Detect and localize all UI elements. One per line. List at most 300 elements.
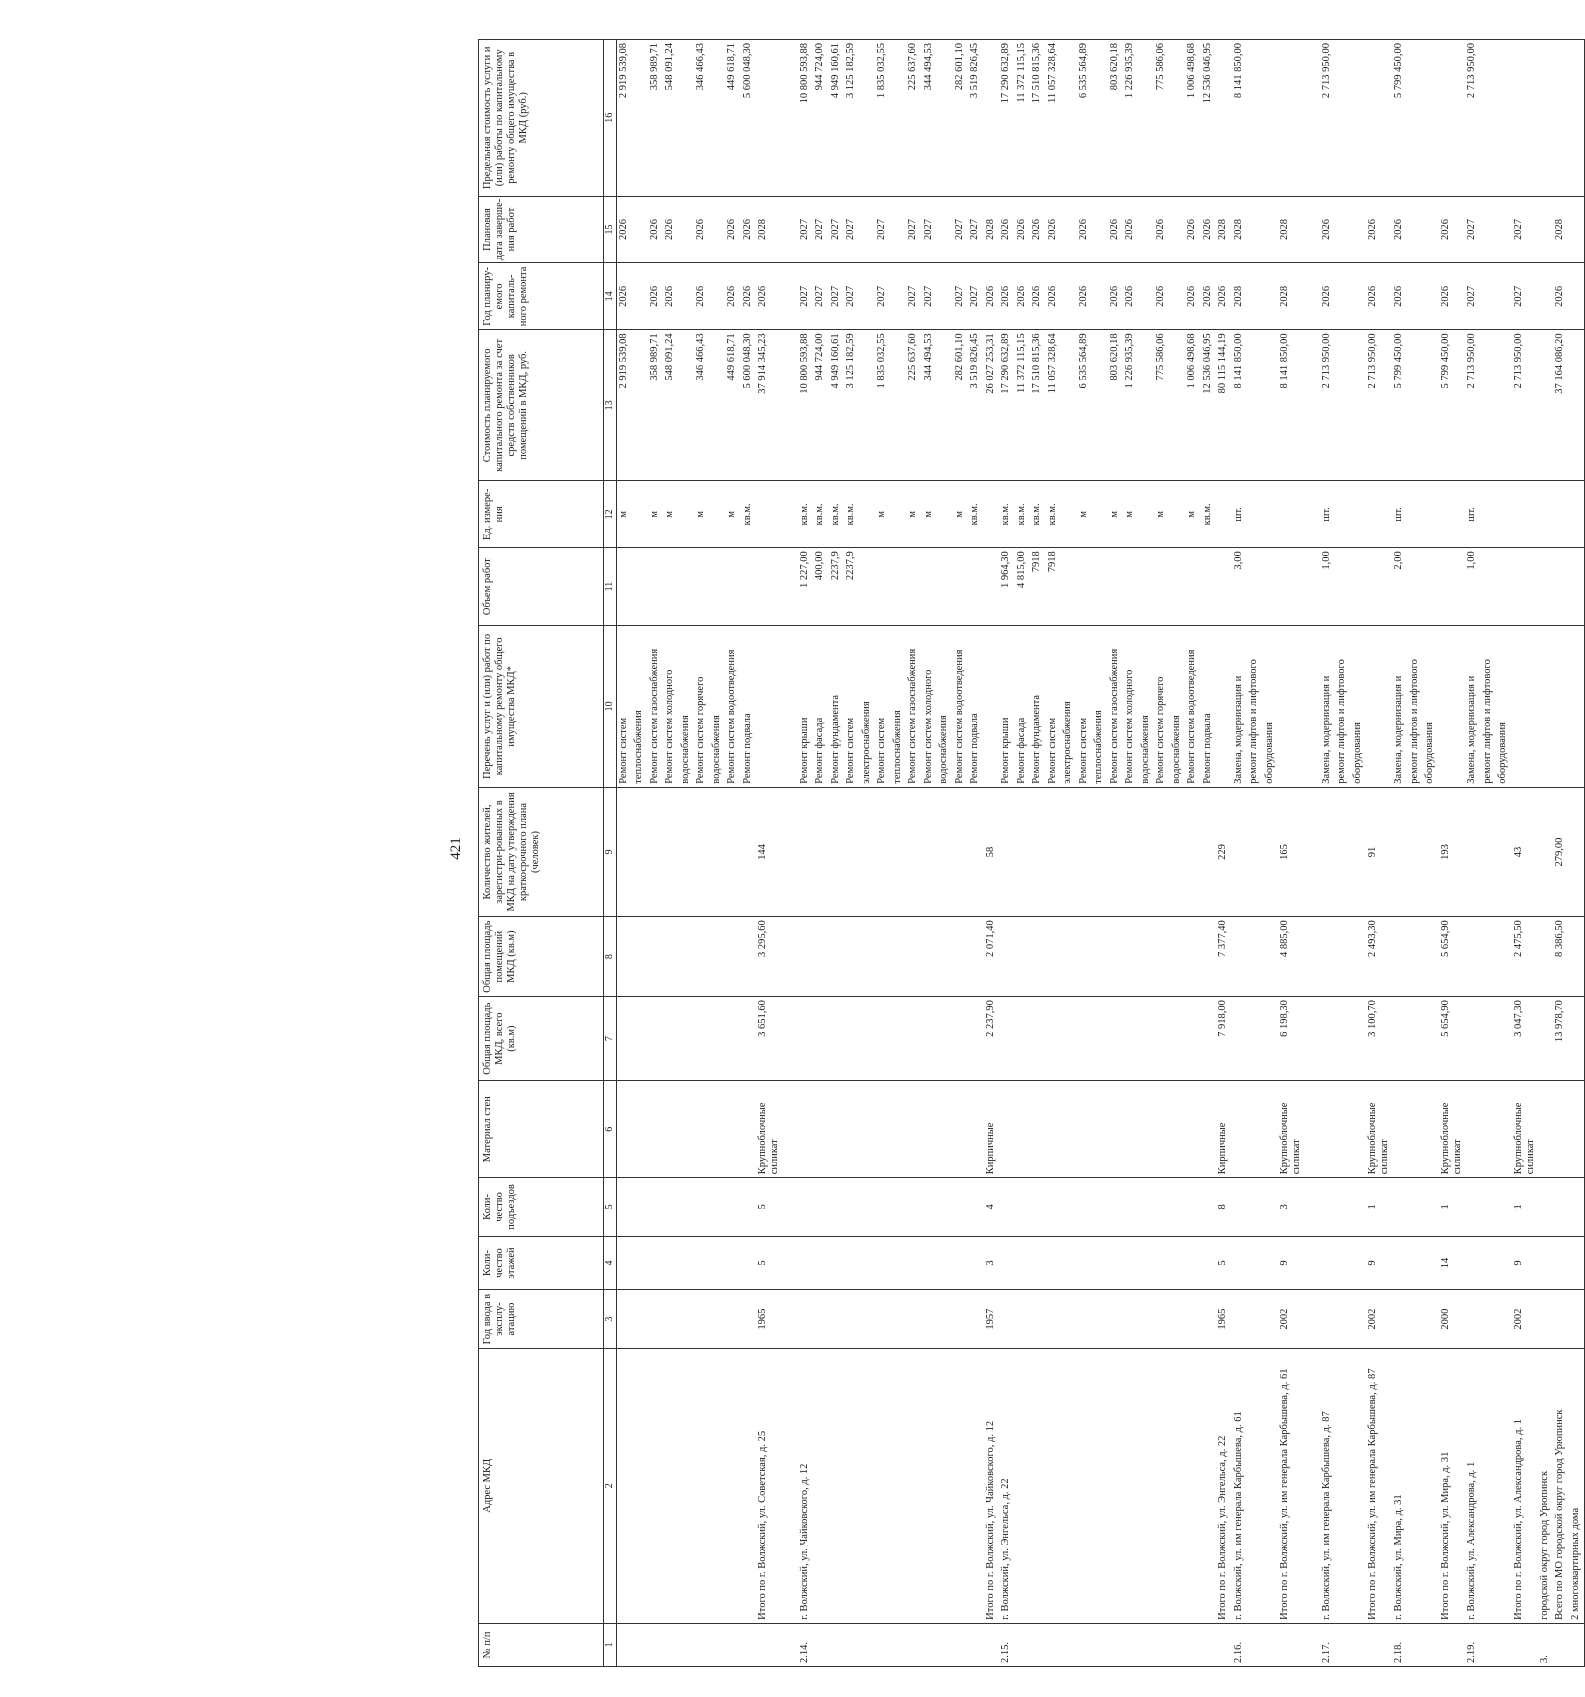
table-cell: 2026 <box>694 196 710 263</box>
table-cell: 2.18. <box>1392 1623 1408 1666</box>
table-row <box>798 40 814 1667</box>
table-cell <box>1569 1623 1585 1666</box>
table-cell: м <box>725 481 741 548</box>
table-cell: 8 141 850,00 <box>1278 330 1304 481</box>
table-cell: 2 919 539,08 <box>616 40 632 197</box>
table-cell <box>1015 1081 1031 1178</box>
table-row <box>999 40 1015 1667</box>
table-cell <box>1046 1081 1062 1178</box>
table-cell <box>875 548 891 626</box>
table-cell: 2026 <box>1553 263 1569 330</box>
table-cell <box>648 1290 664 1348</box>
table-cell <box>694 1623 710 1666</box>
table-cell <box>829 787 845 916</box>
table-cell <box>710 1081 726 1178</box>
table-cell <box>813 917 829 997</box>
table-cell: кв.м. <box>1030 481 1046 548</box>
table-row <box>968 40 984 1667</box>
table-cell <box>1030 787 1046 916</box>
table-cell <box>710 1348 726 1623</box>
table-cell <box>1569 1236 1585 1290</box>
table-cell: 3,00 <box>1232 548 1248 626</box>
table-cell <box>1139 1623 1155 1666</box>
table-cell <box>813 1348 829 1623</box>
table-cell: 2028 <box>984 196 1000 263</box>
table-cell <box>906 997 922 1081</box>
table-cell <box>1351 997 1367 1081</box>
table-cell <box>1408 1623 1424 1666</box>
table-cell: 17 510 815,36 <box>1030 330 1046 481</box>
table-cell <box>1108 1178 1124 1236</box>
table-cell: 4 949 160,61 <box>829 40 845 197</box>
table-cell <box>953 1348 969 1623</box>
table-cell <box>891 1081 907 1178</box>
table-cell <box>968 548 984 626</box>
table-cell: Крупноблочные силикат <box>1278 1081 1304 1178</box>
table-cell <box>1512 1623 1538 1666</box>
column-number-row <box>604 40 617 1667</box>
table-cell <box>1139 917 1155 997</box>
table-cell: Ремонт фасада <box>1015 625 1031 787</box>
table-cell <box>1139 1081 1155 1178</box>
table-row <box>953 40 969 1667</box>
table-cell <box>1351 1081 1367 1178</box>
column-header: Количество жителей, зарегистри-рованных в МКД на дату утверждения краткосрочного плана (человек) <box>479 787 604 916</box>
table-cell: 37 914 345,23 <box>756 330 782 481</box>
table-cell <box>1538 625 1554 787</box>
table-cell <box>1077 997 1093 1081</box>
table-cell <box>632 1178 648 1236</box>
table-cell <box>616 997 632 1081</box>
table-cell <box>860 196 876 263</box>
table-cell: Ремонт фасада <box>813 625 829 787</box>
table-cell: 1 <box>1366 1178 1392 1236</box>
table-cell: 2 493,30 <box>1366 917 1392 997</box>
table-cell <box>999 787 1015 916</box>
table-cell: Ремонт систем холодного <box>922 625 938 787</box>
table-cell <box>1185 548 1201 626</box>
table-cell <box>1392 1081 1408 1178</box>
table-cell <box>1185 1081 1201 1178</box>
table-cell: 1 964,30 <box>999 548 1015 626</box>
table-cell: 2026 <box>1392 263 1408 330</box>
table-cell <box>844 917 860 997</box>
column-number: 16 <box>604 40 617 197</box>
table-cell: 2028 <box>1278 263 1304 330</box>
table-cell <box>1077 1081 1093 1178</box>
table-cell <box>1170 481 1186 548</box>
table-cell: 1965 <box>756 1290 782 1348</box>
table-cell <box>725 548 741 626</box>
table-cell: ремонт лифтов и лифтового <box>1408 625 1424 787</box>
table-cell <box>1408 548 1424 626</box>
table-cell: 9 <box>1366 1236 1392 1290</box>
table-cell <box>1046 917 1062 997</box>
table-cell: м <box>906 481 922 548</box>
table-cell <box>1439 481 1465 548</box>
table-cell <box>1247 917 1263 997</box>
table-cell: м <box>1185 481 1201 548</box>
table-cell: 2026 <box>1077 196 1093 263</box>
column-number: 13 <box>604 330 617 481</box>
table-cell <box>1481 196 1497 263</box>
table-cell <box>1538 917 1554 997</box>
table-cell <box>648 917 664 997</box>
table-cell <box>1154 1236 1170 1290</box>
table-cell <box>632 481 648 548</box>
column-number: 8 <box>604 917 617 997</box>
table-row <box>663 40 679 1667</box>
table-cell <box>1553 1290 1569 1348</box>
table-cell <box>1061 481 1077 548</box>
table-cell <box>891 1290 907 1348</box>
table-cell <box>694 1178 710 1236</box>
table-cell <box>906 1290 922 1348</box>
table-cell <box>1481 548 1497 626</box>
table-cell <box>725 1348 741 1623</box>
table-cell <box>1392 997 1408 1081</box>
table-cell <box>1481 330 1497 481</box>
table-cell <box>1123 1236 1139 1290</box>
table-cell <box>1061 1081 1077 1178</box>
table-cell: 5 799 450,00 <box>1392 330 1408 481</box>
table-cell <box>616 1178 632 1236</box>
table-cell <box>1139 1290 1155 1348</box>
table-cell: 2027 <box>922 263 938 330</box>
table-cell <box>968 1348 984 1623</box>
table-cell <box>1351 548 1367 626</box>
table-cell: 7918 <box>1030 548 1046 626</box>
table-cell <box>1335 1348 1351 1623</box>
table-cell: 6 535 564,89 <box>1077 40 1093 197</box>
table-cell <box>741 997 757 1081</box>
table-cell <box>1232 917 1248 997</box>
table-row <box>1216 40 1232 1667</box>
table-cell: 282 601,10 <box>953 330 969 481</box>
table-cell <box>1092 40 1108 197</box>
table-cell <box>632 263 648 330</box>
table-cell <box>648 1081 664 1178</box>
table-cell <box>1423 330 1439 481</box>
table-cell <box>663 1348 679 1623</box>
table-cell <box>1247 1178 1263 1236</box>
table-row <box>756 40 782 1667</box>
table-cell: г. Волжский, ул. им генерала Карбышева, д. 87 <box>1320 1348 1336 1623</box>
table-cell: 8 <box>1216 1178 1232 1236</box>
table-cell <box>844 1081 860 1178</box>
table-cell <box>1185 1178 1201 1236</box>
table-cell <box>741 548 757 626</box>
table-cell <box>1423 787 1439 916</box>
table-cell <box>968 787 984 916</box>
table-cell <box>679 196 695 263</box>
table-cell <box>937 263 953 330</box>
table-cell <box>829 1081 845 1178</box>
table-cell <box>1077 1290 1093 1348</box>
table-cell <box>1538 1081 1554 1178</box>
table-cell <box>1139 548 1155 626</box>
table-cell <box>906 548 922 626</box>
table-cell <box>1123 1081 1139 1178</box>
table-cell: 2027 <box>829 263 845 330</box>
header-row <box>479 40 604 1667</box>
table-cell: 9 <box>1278 1236 1304 1290</box>
table-cell <box>813 1236 829 1290</box>
table-cell <box>844 787 860 916</box>
table-cell <box>710 481 726 548</box>
table-cell <box>1046 997 1062 1081</box>
table-cell: 2 713 950,00 <box>1320 330 1336 481</box>
table-cell <box>1538 997 1554 1081</box>
table-cell <box>1185 1236 1201 1290</box>
table-cell <box>710 330 726 481</box>
table-cell: городской округ город Урюпинск <box>1538 1348 1554 1623</box>
table-cell <box>906 917 922 997</box>
table-cell: 344 494,53 <box>922 40 938 197</box>
table-cell <box>1139 330 1155 481</box>
table-cell <box>1481 481 1497 548</box>
table-cell: 2 237,90 <box>984 997 1000 1081</box>
table-cell: 2027 <box>1465 196 1481 263</box>
table-cell <box>922 1236 938 1290</box>
table-cell: 12 536 046,95 <box>1201 40 1217 197</box>
table-cell <box>1496 1236 1512 1290</box>
column-number: 4 <box>604 1236 617 1290</box>
table-cell <box>782 997 798 1081</box>
table-cell: 2026 <box>1123 263 1139 330</box>
table-cell <box>1154 1081 1170 1178</box>
table-cell <box>1408 1236 1424 1290</box>
table-cell <box>953 917 969 997</box>
table-cell <box>1481 1178 1497 1236</box>
table-cell <box>1423 1623 1439 1666</box>
table-cell <box>999 1290 1015 1348</box>
table-cell <box>1366 1623 1392 1666</box>
table-cell: 2026 <box>1046 196 1062 263</box>
table-cell <box>1077 548 1093 626</box>
table-cell <box>1139 1348 1155 1623</box>
table-cell <box>1263 40 1279 197</box>
column-number: 3 <box>604 1290 617 1348</box>
table-cell <box>860 330 876 481</box>
table-row <box>710 40 726 1667</box>
table-cell <box>1439 1623 1465 1666</box>
table-cell: 14 <box>1439 1236 1465 1290</box>
table-cell <box>1304 1623 1320 1666</box>
table-cell <box>1496 196 1512 263</box>
table-cell <box>922 1290 938 1348</box>
table-row <box>1553 40 1569 1667</box>
table-cell <box>1569 330 1585 481</box>
table-cell <box>875 1348 891 1623</box>
table-cell <box>741 1290 757 1348</box>
table-cell <box>1247 548 1263 626</box>
table-cell <box>1569 481 1585 548</box>
table-cell <box>663 997 679 1081</box>
table-cell <box>1553 1236 1569 1290</box>
table-cell <box>1077 917 1093 997</box>
table-cell: 2027 <box>968 263 984 330</box>
table-cell: 2027 <box>1465 263 1481 330</box>
table-cell: Замена, модернизация и <box>1392 625 1408 787</box>
table-cell <box>679 1236 695 1290</box>
table-cell: 2026 <box>1123 196 1139 263</box>
table-cell <box>725 1236 741 1290</box>
table-row <box>1439 40 1465 1667</box>
table-cell: оборудования <box>1263 625 1279 787</box>
table-cell: 4 <box>984 1178 1000 1236</box>
table-cell <box>616 1290 632 1348</box>
table-cell: кв.м. <box>968 481 984 548</box>
table-cell <box>710 196 726 263</box>
table-cell <box>860 1623 876 1666</box>
table-cell <box>1304 1236 1320 1290</box>
table-cell <box>937 917 953 997</box>
table-cell <box>953 1290 969 1348</box>
table-cell <box>906 787 922 916</box>
table-cell: Крупноблочные силикат <box>756 1081 782 1178</box>
table-cell <box>860 1236 876 1290</box>
table-cell: 4 885,00 <box>1278 917 1304 997</box>
column-header: Адрес МКД <box>479 1348 604 1623</box>
table-cell <box>648 997 664 1081</box>
table-cell: Итого по г. Волжский, ул. Чайковского, д. 12 <box>984 1348 1000 1623</box>
table-cell <box>1154 1348 1170 1623</box>
table-cell <box>1304 330 1320 481</box>
table-cell <box>1092 196 1108 263</box>
table-cell: 193 <box>1439 787 1465 916</box>
table-cell <box>663 1290 679 1348</box>
table-cell: 2 713 950,00 <box>1366 330 1392 481</box>
table-cell: 803 620,18 <box>1108 40 1124 197</box>
table-cell <box>782 625 798 787</box>
table-cell <box>1108 1290 1124 1348</box>
table-cell <box>1335 1081 1351 1178</box>
table-cell <box>1092 1081 1108 1178</box>
table-cell: 5 799 450,00 <box>1392 40 1408 197</box>
table-cell: 5 799 450,00 <box>1439 330 1465 481</box>
table-cell <box>1481 997 1497 1081</box>
table-cell <box>1108 1236 1124 1290</box>
table-cell <box>891 481 907 548</box>
table-cell: Ремонт систем газоснабжения <box>906 625 922 787</box>
table-cell: 2027 <box>875 196 891 263</box>
table-cell <box>663 1178 679 1236</box>
table-cell <box>1061 1348 1077 1623</box>
table-cell: кв.м. <box>829 481 845 548</box>
table-cell <box>1216 548 1232 626</box>
table-cell <box>1263 330 1279 481</box>
table-cell <box>1553 1081 1569 1178</box>
table-cell <box>798 1178 814 1236</box>
column-number: 7 <box>604 997 617 1081</box>
table-cell <box>1077 1348 1093 1623</box>
table-cell <box>1538 481 1554 548</box>
table-cell <box>1092 1290 1108 1348</box>
table-cell <box>710 1236 726 1290</box>
table-cell: 548 091,24 <box>663 40 679 197</box>
table-cell <box>1123 548 1139 626</box>
table-cell <box>1439 40 1465 197</box>
table-cell <box>937 997 953 1081</box>
table-cell <box>632 548 648 626</box>
table-cell <box>1061 787 1077 916</box>
table-row <box>1061 40 1077 1667</box>
table-cell: 1957 <box>984 1290 1000 1348</box>
table-cell <box>782 1348 798 1623</box>
table-cell <box>694 548 710 626</box>
table-cell <box>1538 330 1554 481</box>
table-cell: 11 372 115,15 <box>1015 40 1031 197</box>
table-cell <box>1201 1236 1217 1290</box>
table-cell: 2237,9 <box>829 548 845 626</box>
table-cell: Крупноблочные силикат <box>1366 1081 1392 1178</box>
table-cell <box>1077 1236 1093 1290</box>
table-cell <box>782 263 798 330</box>
table-cell <box>1320 1236 1336 1290</box>
table-cell <box>829 917 845 997</box>
table-cell <box>648 1236 664 1290</box>
table-cell <box>756 548 782 626</box>
table-row <box>1123 40 1139 1667</box>
table-row <box>1512 40 1538 1667</box>
table-cell <box>1304 1290 1320 1348</box>
table-cell: 2.16. <box>1232 1623 1248 1666</box>
table-cell <box>906 1081 922 1178</box>
table-cell <box>1304 1348 1320 1623</box>
table-cell <box>756 625 782 787</box>
table-cell: шт. <box>1465 481 1481 548</box>
table-cell: 80 115 144,19 <box>1216 330 1232 481</box>
table-cell: 2 071,40 <box>984 917 1000 997</box>
table-cell <box>1553 548 1569 626</box>
table-cell <box>1247 997 1263 1081</box>
table-cell <box>648 548 664 626</box>
table-cell <box>1569 1290 1585 1348</box>
table-row <box>741 40 757 1667</box>
table-cell <box>782 1081 798 1178</box>
table-cell <box>968 1236 984 1290</box>
table-cell: 2027 <box>968 196 984 263</box>
table-cell <box>1278 1623 1304 1666</box>
table-cell <box>891 1348 907 1623</box>
table-cell <box>725 917 741 997</box>
table-cell <box>875 1623 891 1666</box>
table-cell: шт. <box>1392 481 1408 548</box>
table-cell <box>1423 548 1439 626</box>
table-cell: 2026 <box>1030 196 1046 263</box>
table-cell <box>1278 481 1304 548</box>
table-cell <box>1154 787 1170 916</box>
table-cell <box>1015 787 1031 916</box>
table-cell <box>663 1623 679 1666</box>
table-cell <box>616 1236 632 1290</box>
table-cell <box>1481 1236 1497 1290</box>
table-row <box>1030 40 1046 1667</box>
table-cell: 2026 <box>741 196 757 263</box>
table-cell: кв.м. <box>999 481 1015 548</box>
table-cell: 803 620,18 <box>1108 330 1124 481</box>
table-cell <box>937 787 953 916</box>
table-cell: 1 227,00 <box>798 548 814 626</box>
table-cell <box>1061 997 1077 1081</box>
table-cell <box>1170 1348 1186 1623</box>
table-cell: кв.м. <box>813 481 829 548</box>
column-header: Коли-чество этажей <box>479 1236 604 1290</box>
table-cell: водоснабжения <box>1139 625 1155 787</box>
table-cell <box>1232 787 1248 916</box>
table-cell <box>1320 1178 1336 1236</box>
